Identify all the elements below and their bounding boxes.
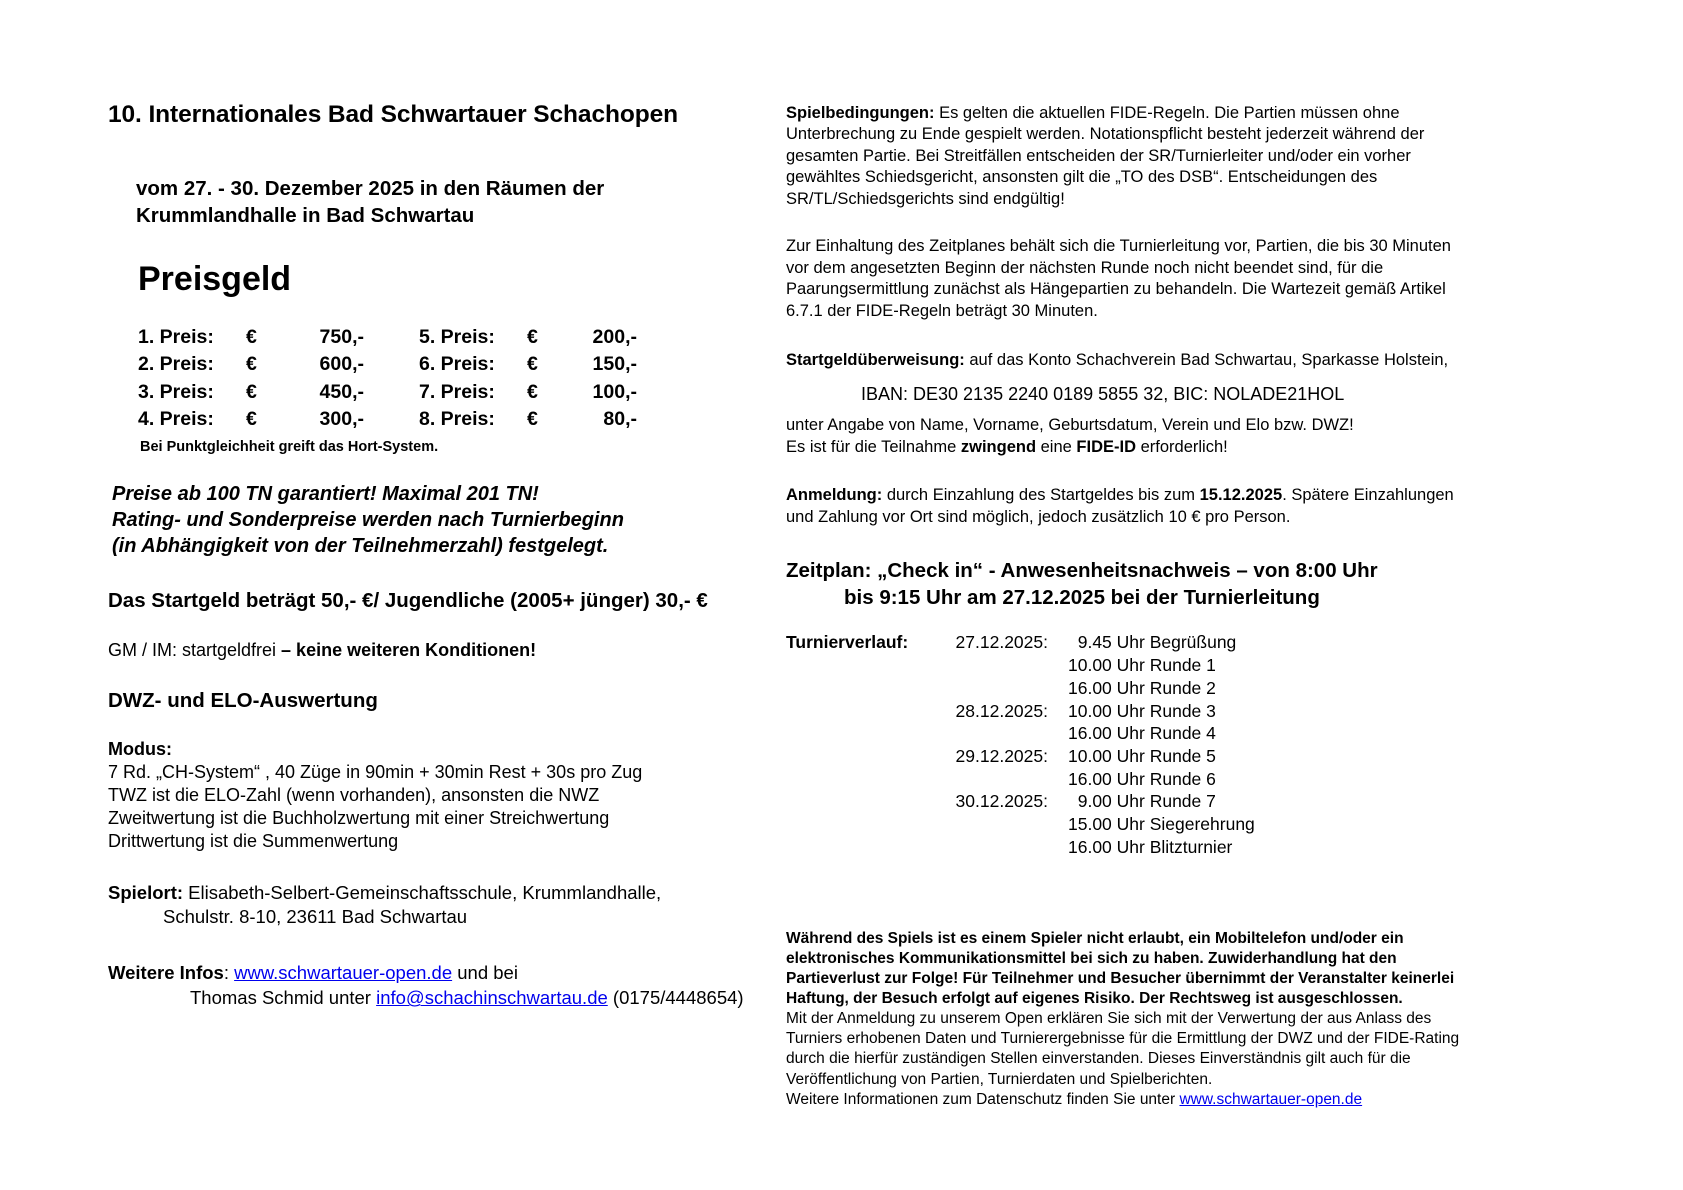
contact-name-text: Thomas Schmid unter [190, 987, 377, 1009]
prize-conditions-block [112, 481, 768, 560]
prize-amount-3: 450,- [319, 380, 364, 403]
modus-details [108, 761, 768, 853]
prize-amount-8: 80,- [603, 408, 637, 431]
schedule-date-8 [926, 815, 1068, 838]
modus-line-2: TWZ ist die ELO-Zahl (wenn vorhanden), ansonsten die NWZ [108, 784, 600, 805]
playing-conditions-text: Es gelten die aktuellen FIDE-Regeln. Die Partien müssen ohne Unterbrechung zu Ende gespielt werden. Notationspflicht besteht jederzeit während der gesamten Partie. Bei Streitfällen entscheiden der SR/Turnierleiter und/oder ein vorher gewähltes Schiedsgericht, ansonsten gilt die „TO des DSB“. Entscheidungen des SR/TL/Schiedsgerichts sind endgültig! [786, 104, 1425, 208]
schedule-event-9: 16.00 Uhr Blitzturnier [1068, 836, 1233, 857]
prize-currency-5: € [527, 325, 538, 348]
gm-im-bold-text: – keine weiteren Konditionen! [281, 640, 537, 661]
privacy-website-link[interactable]: www.schwartauer-open.de [1179, 1090, 1363, 1108]
table-row [786, 656, 1298, 679]
prize-label-8: 8. Preis: [419, 408, 495, 431]
registration-paragraph [786, 485, 1476, 528]
iban-bic-line: IBAN: DE30 2135 2240 0189 5855 32, BIC: NOLADE21HOL [861, 384, 1345, 405]
modus-line-1: 7 Rd. „CH-System“ , 40 Züge in 90min + 30min Rest + 30s pro Zug [108, 761, 643, 782]
schedule-spacer [786, 679, 926, 702]
fide-id-bold-label: FIDE-ID [1076, 437, 1137, 456]
registration-deadline-date: 15.12.2025 [1199, 486, 1283, 505]
schedule-event-6: 16.00 Uhr Runde 6 [1068, 768, 1216, 789]
prize-currency-1: € [246, 325, 257, 348]
modus-line-4: Drittwertung ist die Summenwertung [108, 831, 399, 852]
event-subtitle [136, 175, 768, 229]
payment-reference-line: unter Angabe von Name, Vorname, Geburtsdatum, Verein und Elo bzw. DWZ! [786, 416, 1354, 435]
table-row [786, 633, 1298, 656]
prize-amount-4: 300,- [319, 408, 364, 431]
venue-line1: Elisabeth-Selbert-Gemeinschaftsschule, Krummlandhalle, [183, 882, 662, 904]
table-row [138, 355, 637, 383]
prize-gap [374, 328, 419, 356]
privacy-info-line [786, 1090, 1476, 1110]
fide-id-mid: eine [1036, 437, 1077, 456]
prize-currency-7: € [527, 380, 538, 403]
schedule-event-8: 15.00 Uhr Siegerehrung [1068, 814, 1255, 835]
prize-amount-5: 200,- [592, 325, 637, 348]
further-info-after: und bei [452, 961, 518, 983]
schedule-date-3: 28.12.2025: [955, 700, 1048, 721]
rating-prizes-line1: Rating- und Sonderpreise werden nach Turnierbeginn [112, 509, 624, 532]
fide-id-pre: Es ist für die Teilnahme [786, 437, 961, 456]
prize-currency-2: € [246, 353, 257, 376]
schedule-spacer [786, 724, 926, 747]
right-column [786, 103, 1476, 1110]
prize-currency-3: € [246, 380, 257, 403]
venue-label: Spielort: [108, 882, 184, 904]
modus-label: Modus: [108, 738, 172, 759]
checkin-heading-line2: bis 9:15 Uhr am 27.12.2025 bei der Turnierleitung [844, 585, 1320, 609]
prize-money-heading: Preisgeld [138, 259, 292, 298]
schedule-date-1 [926, 656, 1068, 679]
bank-transfer-paragraph [786, 350, 1476, 371]
prize-gap [374, 355, 419, 383]
prize-label-4: 4. Preis: [138, 408, 214, 431]
registration-text-2: . Spätere Einzahlungen und Zahlung vor Ort sind möglich, jedoch zusätzlich 10 € pro Person. [786, 486, 1454, 526]
mobile-phone-rules-text: Während des Spiels ist es einem Spieler nicht erlaubt, ein Mobiltelefon und/oder ein elektronisches Kommunikationsmittel bei sich zu haben. Zuwiderhandlung hat den Partieverlust zur Folge! Für Teilnehmer und Besucher übernimmt der Veranstalter keinerlei Haftung, der Besuch erfolgt auf eigenes Risiko. Der Rechtsweg ist ausgeschlossen. [786, 929, 1455, 1008]
table-row [786, 792, 1298, 815]
prize-table [138, 325, 637, 438]
prize-amount-1: 750,- [319, 325, 364, 348]
prize-label-7: 7. Preis: [419, 380, 495, 403]
bank-transfer-text: auf das Konto Schachverein Bad Schwartau, Sparkasse Holstein, [964, 350, 1449, 369]
gm-im-line [108, 639, 768, 662]
table-row [786, 770, 1298, 793]
data-consent-text: Mit der Anmeldung zu unserem Open erklären Sie sich mit der Verwertung der aus Anlass des Turniers erhobenen Daten und Turnierergebnisse für die Ermittlung der DWZ und der FIDE-Rating durch die hierfür zuständigen Stellen einverstanden. Dieses Einverständnis gilt auch für die Veröffentlichung von Partien, Turnierdaten und Spielberichten. [786, 1010, 1460, 1088]
website-link[interactable]: www.schwartauer-open.de [234, 961, 453, 983]
schedule-event-5: 10.00 Uhr Runde 5 [1068, 746, 1216, 766]
privacy-info-text: Weitere Informationen zum Datenschutz finden Sie unter [786, 1090, 1180, 1108]
prize-amount-2: 600,- [319, 353, 364, 376]
table-row [786, 815, 1298, 838]
prize-currency-4: € [246, 408, 257, 431]
hort-system-note: Bei Punktgleichheit greift das Hort-System. [140, 438, 439, 455]
prize-label-2: 2. Preis: [138, 353, 214, 376]
further-info-label: Weitere Infos [108, 961, 224, 983]
table-row [138, 410, 637, 438]
prize-gap [374, 410, 419, 438]
venue-block [108, 881, 768, 930]
playing-conditions-label: Spielbedingungen: [786, 104, 935, 122]
schedule-date-6 [926, 770, 1068, 793]
table-row [786, 838, 1298, 861]
prize-currency-6: € [527, 353, 538, 376]
contact-block [108, 960, 768, 1011]
venue-line2: Schulstr. 8-10, 23611 Bad Schwartau [163, 906, 468, 928]
prize-amount-6: 150,- [592, 353, 637, 376]
schedule-date-4 [926, 724, 1068, 747]
schedule-spacer [786, 702, 926, 725]
contact-line2 [108, 985, 768, 1011]
left-column [108, 100, 768, 1011]
schedule-event-7: 9.00 Uhr Runde 7 [1068, 791, 1216, 812]
schedule-event-2: 16.00 Uhr Runde 2 [1068, 677, 1216, 698]
table-row [786, 702, 1298, 725]
table-row [786, 679, 1298, 702]
schedule-spacer [786, 747, 926, 770]
bank-transfer-label: Startgeldüberweisung: [786, 350, 965, 369]
gm-im-normal-text: GM / IM: startgeldfrei [108, 640, 282, 661]
tournament-schedule-table [786, 633, 1298, 860]
schedule-spacer [786, 770, 926, 793]
contact-phone: (0175/4448654) [607, 987, 744, 1009]
registration-label: Anmeldung: [786, 486, 883, 505]
event-subtitle-line1: vom 27. - 30. Dezember 2025 in den Räumen der [136, 176, 605, 200]
fide-id-bold-zwingend: zwingend [960, 437, 1037, 456]
schedule-event-1: 10.00 Uhr Runde 1 [1068, 655, 1216, 676]
prize-currency-8: € [527, 408, 538, 431]
rating-prizes-line2: (in Abhängigkeit von der Teilnehmerzahl) festgelegt. [112, 535, 609, 558]
fide-id-line [786, 437, 1476, 458]
prize-amount-7: 100,- [592, 380, 637, 403]
schedule-spacer [786, 656, 926, 679]
table-row [786, 724, 1298, 747]
email-link[interactable]: info@schachinschwartau.de [376, 987, 608, 1009]
prize-label-1: 1. Preis: [138, 325, 214, 348]
schedule-date-9 [926, 838, 1068, 861]
prize-label-3: 3. Preis: [138, 380, 214, 403]
dwz-elo-heading: DWZ- und ELO-Auswertung [108, 688, 378, 712]
fide-id-post: erforderlich! [1136, 437, 1228, 456]
checkin-heading-line1: Zeitplan: „Check in“ - Anwesenheitsnachweis – von 8:00 Uhr [786, 559, 1378, 583]
entry-fee-line: Das Startgeld beträgt 50,- €/ Jugendliche (2005+ jünger) 30,- € [108, 588, 708, 612]
checkin-heading [786, 558, 1476, 611]
legal-notice-block [786, 929, 1476, 1110]
further-info-colon: : [223, 961, 235, 983]
schedule-date-5: 29.12.2025: [955, 746, 1048, 766]
prize-guarantee-line: Preise ab 100 TN garantiert! Maximal 201 TN! [112, 482, 539, 505]
schedule-event-0: 9.45 Uhr Begrüßung [1068, 632, 1237, 653]
schedule-spacer [786, 815, 926, 838]
schedule-event-3: 10.00 Uhr Runde 3 [1068, 700, 1216, 721]
prize-label-5: 5. Preis: [419, 325, 495, 348]
prize-gap [374, 383, 419, 411]
schedule-spacer [786, 838, 926, 861]
playing-conditions-paragraph [786, 103, 1476, 210]
schedule-event-4: 16.00 Uhr Runde 4 [1068, 723, 1216, 744]
schedule-adherence-paragraph: Zur Einhaltung des Zeitplanes behält sich die Turnierleitung vor, Partien, die bis 30 Minuten vor dem angesetzten Beginn der nächsten Runde noch nicht beendet sind, für die Paarungsermittlung zunächst als Hängepartien zu behandeln. Die Wartezeit gemäß Artikel 6.7.1 der FIDE-Regeln beträgt 30 Minuten. [786, 237, 1451, 320]
page-title: 10. Internationales Bad Schwartauer Schachopen [108, 101, 678, 128]
schedule-date-2 [926, 679, 1068, 702]
modus-line-3: Zweitwertung ist die Buchholzwertung mit einer Streichwertung [108, 808, 610, 829]
schedule-date-0: 27.12.2025: [955, 632, 1048, 653]
schedule-spacer [786, 792, 926, 815]
schedule-date-7: 30.12.2025: [955, 791, 1048, 812]
registration-text-1: durch Einzahlung des Startgeldes bis zum [882, 486, 1200, 505]
tournament-schedule-label: Turnierverlauf: [786, 632, 909, 653]
table-row [138, 383, 637, 411]
prize-label-6: 6. Preis: [419, 353, 495, 376]
event-subtitle-line2: Krummlandhalle in Bad Schwartau [136, 203, 475, 227]
table-row [786, 747, 1298, 770]
table-row [138, 328, 637, 356]
